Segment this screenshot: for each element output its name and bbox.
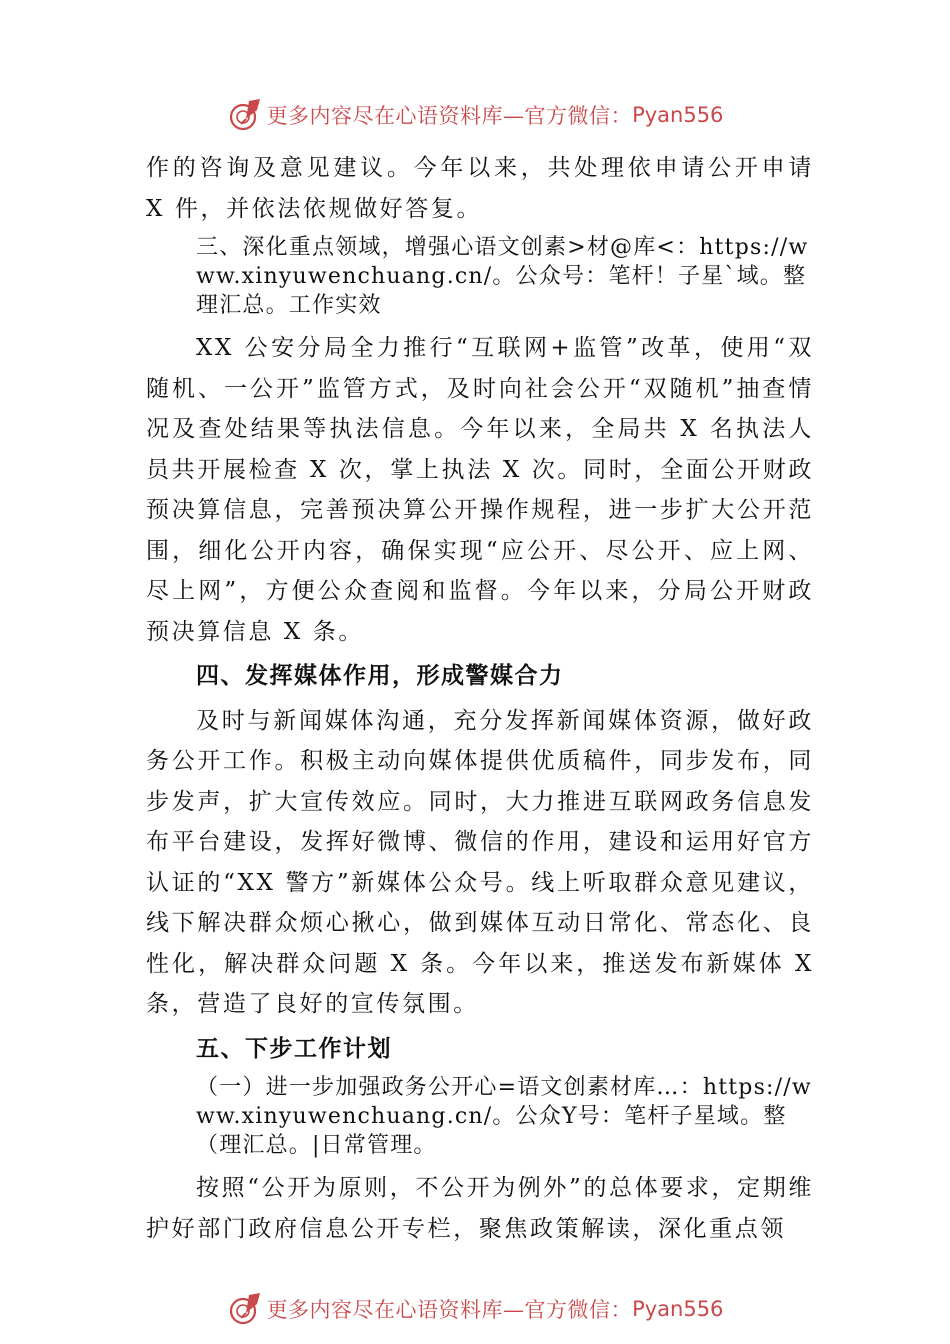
pen-logo-icon — [227, 97, 263, 133]
section-five-heading: 五、下步工作计划 — [196, 1035, 392, 1062]
watermark-id: Pyan556 — [632, 103, 724, 127]
pen-logo-icon — [227, 1291, 263, 1327]
paragraph-enforcement: XX 公安分局全力推行“互联网+监管”改革，使用“双随机、一公开”监管方式，及时向社会公开“双随机”抽查情况及查处结果等执法信息。今年以来，全局共 X 名执法人员共开展检查 X 次，掌上执法 X 次。同时，全面公开财政预决算信息，完善预决算公开操作规程，进一步扩大公开范围，细化公开内容，确保实现“应公开、尽公开、应上网、尽上网”，方便公众查阅和监督。今年以来，分局公开财政预决算信息 X 条。 — [146, 335, 814, 645]
section-three-heading: 三、深化重点领域，增强心语文创素>材@库<：https://www.xinyuwenchuang.cn/。公众号：笔杆！子星`域。整理汇总。工作实效 — [196, 235, 809, 318]
watermark-text: 更多内容尽在心语资料库—官方微信： — [266, 1298, 633, 1322]
subsection-one-heading: （一）进一步加强政务公开心=语文创素材库…：https://www.xinyuwenchuang.cn/。公众Y号：笔杆子星域。整（理汇总。|日常管理。 — [196, 1075, 812, 1158]
watermark-banner-top — [0, 95, 950, 135]
watermark-id: Pyan556 — [632, 1297, 724, 1321]
paragraph-continuation: 作的咨询及意见建议。今年以来，共处理依申请公开申请 X 件，并依法依规做好答复。 — [146, 155, 814, 222]
section-four-heading: 四、发挥媒体作用，形成警媒合力 — [196, 663, 564, 689]
watermark-text: 更多内容尽在心语资料库—官方微信： — [266, 104, 633, 128]
document-body — [146, 148, 814, 1249]
watermark-banner-bottom — [0, 1289, 950, 1329]
paragraph-media: 及时与新闻媒体沟通，充分发挥新闻媒体资源，做好政务公开工作。积极主动向媒体提供优质稿件，同步发布，同步发声，扩大宣传效应。同时，大力推进互联网政务信息发布平台建设，发挥好微博、微信的作用，建设和运用好官方认证的“XX 警方”新媒体公众号。线上听取群众意见建议，线下解决群众烦心揪心，做到媒体互动日常化、常态化、良 性化，解决群众问题 X 条。今年以来，推送发布新媒体 X 条，营造了良好的宣传氛围。 — [146, 707, 814, 1017]
paragraph-plan: 按照“公开为原则，不公开为例外”的总体要求，定期维护好部门政府信息公开专栏，聚焦政策解读，深化重点领 — [146, 1175, 814, 1242]
